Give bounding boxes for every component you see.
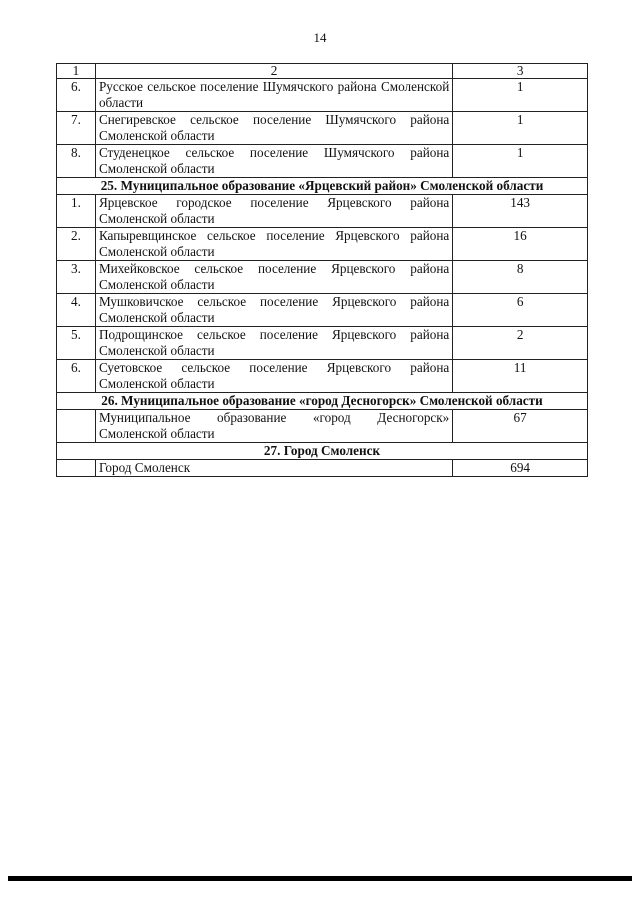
column-header-number: 1 — [57, 64, 96, 79]
row-value: 11 — [453, 360, 588, 393]
row-name: Снегиревское сельское поселение Шумячского района Смоленской области — [95, 112, 452, 145]
row-number: 5. — [57, 327, 96, 360]
row-name: Мушковичское сельское поселение Ярцевского района Смоленской области — [95, 294, 452, 327]
row-value: 1 — [453, 145, 588, 178]
row-value: 1 — [453, 112, 588, 145]
row-number: 8. — [57, 145, 96, 178]
table-row — [57, 327, 588, 360]
table-row — [57, 294, 588, 327]
row-name: Ярцевское городское поселение Ярцевского района Смоленской области — [95, 195, 452, 228]
row-name: Город Смоленск — [95, 460, 452, 477]
row-name: Капыревщинское сельское поселение Ярцевского района Смоленской области — [95, 228, 452, 261]
table-row — [57, 145, 588, 178]
row-value: 1 — [453, 79, 588, 112]
row-name: Муниципальное образование «город Десногорск» Смоленской области — [95, 410, 452, 443]
row-value: 2 — [453, 327, 588, 360]
section-title: 27. Город Смоленск — [57, 443, 588, 460]
column-header-name: 2 — [95, 64, 452, 79]
row-number: 7. — [57, 112, 96, 145]
row-name: Подрощинское сельское поселение Ярцевского района Смоленской области — [95, 327, 452, 360]
row-number: 4. — [57, 294, 96, 327]
table-row — [57, 460, 588, 477]
row-value: 143 — [453, 195, 588, 228]
table-row — [57, 410, 588, 443]
row-value: 694 — [453, 460, 588, 477]
section-header-row — [57, 178, 588, 195]
column-header-value: 3 — [453, 64, 588, 79]
section-header-row — [57, 443, 588, 460]
row-name: Русское сельское поселение Шумячского района Смоленской области — [95, 79, 452, 112]
row-value: 16 — [453, 228, 588, 261]
section-title: 25. Муниципальное образование «Ярцевский район» Смоленской области — [57, 178, 588, 195]
row-name: Михейковское сельское поселение Ярцевского района Смоленской области — [95, 261, 452, 294]
table-row — [57, 228, 588, 261]
section-header-row — [57, 393, 588, 410]
row-name: Суетовское сельское поселение Ярцевского района Смоленской области — [95, 360, 452, 393]
row-number — [57, 410, 96, 443]
row-number — [57, 460, 96, 477]
municipalities-table — [56, 63, 588, 477]
row-name: Студенецкое сельское поселение Шумячского района Смоленской области — [95, 145, 452, 178]
row-value: 8 — [453, 261, 588, 294]
table-row — [57, 79, 588, 112]
row-value: 67 — [453, 410, 588, 443]
row-number: 6. — [57, 360, 96, 393]
table-row — [57, 261, 588, 294]
table-header-row — [57, 64, 588, 79]
bottom-rule — [8, 876, 632, 881]
row-number: 3. — [57, 261, 96, 294]
table-row — [57, 360, 588, 393]
section-title: 26. Муниципальное образование «город Десногорск» Смоленской области — [57, 393, 588, 410]
page-number: 14 — [313, 30, 327, 45]
row-number: 2. — [57, 228, 96, 261]
row-value: 6 — [453, 294, 588, 327]
row-number: 6. — [57, 79, 96, 112]
table-row — [57, 112, 588, 145]
table-row — [57, 195, 588, 228]
row-number: 1. — [57, 195, 96, 228]
